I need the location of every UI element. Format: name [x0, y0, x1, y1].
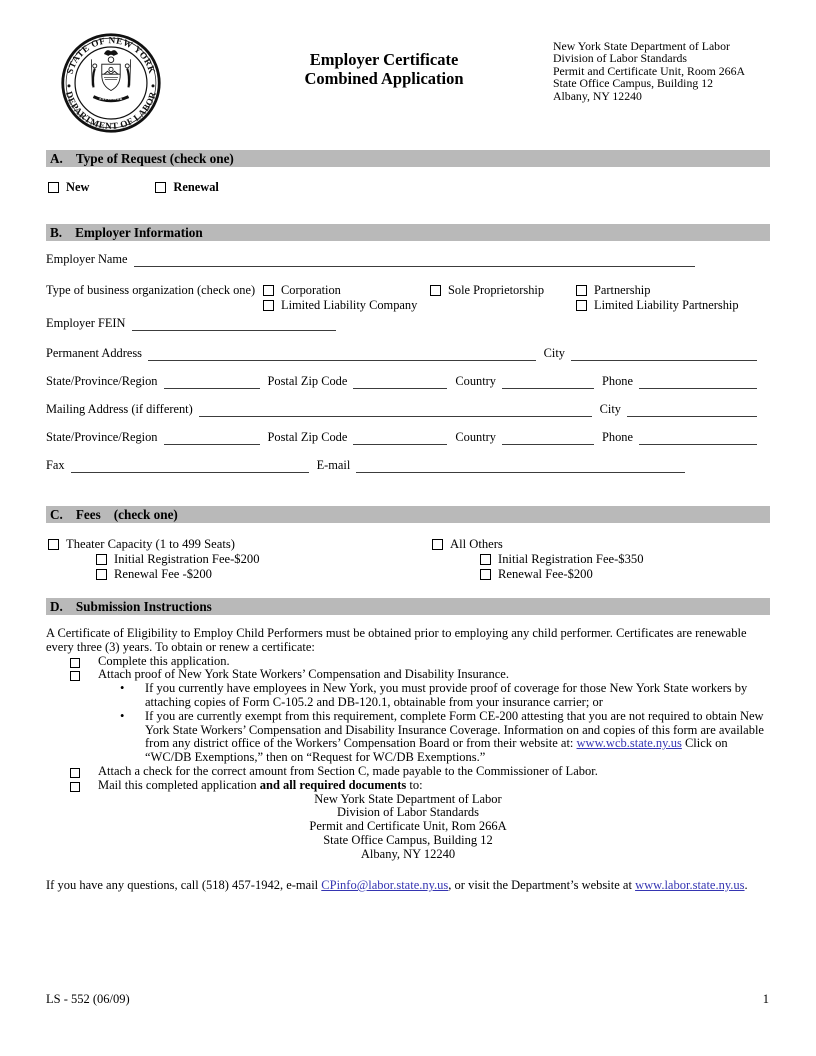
new-label: New — [66, 180, 90, 194]
mailing-state-row — [46, 430, 757, 445]
renewal-label: Renewal — [173, 180, 219, 194]
section-d-header — [46, 598, 770, 615]
permanent-address-label: Permanent Address — [46, 346, 143, 360]
mailing-phone-input[interactable] — [639, 430, 757, 445]
org-llc — [263, 298, 417, 313]
instruction-sub-item — [46, 710, 770, 765]
section-c-letter: C. — [50, 506, 63, 522]
permanent-phone-input[interactable] — [639, 374, 757, 389]
mailing-city-input[interactable] — [627, 402, 757, 417]
ny-dol-seal-icon — [54, 26, 168, 140]
mailing-state-input[interactable] — [164, 430, 260, 445]
state-label: State/Province/Region — [46, 374, 158, 388]
section-b-title: Employer Information — [75, 224, 203, 240]
section-c-title: Fees — [75, 506, 101, 522]
mailing-country-label: Country — [455, 430, 496, 444]
partnership-checkbox[interactable] — [576, 285, 587, 296]
section-a-title: Type of Request (check one) — [75, 150, 234, 166]
section-a-header — [46, 150, 770, 167]
agency-address-block — [553, 40, 745, 102]
instruction-text: Attach a check for the correct amount from Section C, made payable to the Commissioner of Labor. — [98, 763, 598, 778]
square-bullet-icon — [70, 768, 80, 778]
org-partnership — [576, 283, 650, 298]
partnership-label: Partnership — [594, 283, 651, 297]
zip-label: Postal Zip Code — [267, 374, 348, 388]
fax-input[interactable] — [71, 458, 309, 473]
llp-label: Limited Liability Partnership — [594, 297, 739, 312]
round-bullet-icon: • — [120, 708, 125, 723]
dol-website-link[interactable]: www.labor.state.ny.us — [635, 878, 745, 892]
renewal-checkbox[interactable] — [155, 182, 166, 193]
permanent-zip-input[interactable] — [353, 374, 447, 389]
instruction-item — [46, 655, 770, 669]
all-others-initial-fee-option — [480, 552, 644, 567]
mailing-address-block — [46, 793, 770, 862]
submission-instructions — [46, 627, 770, 862]
section-c-header — [46, 506, 770, 523]
instruction-text: Complete this application. — [98, 653, 230, 668]
all-others-label: All Others — [450, 537, 503, 552]
fein-row — [46, 316, 336, 331]
instruction-text-part: to: — [406, 777, 423, 792]
org-llp — [576, 298, 739, 313]
permanent-country-input[interactable] — [502, 374, 594, 389]
permanent-state-row — [46, 374, 757, 389]
section-b-letter: B. — [50, 224, 63, 240]
contact-line — [46, 878, 770, 893]
city-label: City — [543, 346, 565, 360]
org-sole-proprietorship — [430, 283, 544, 298]
seal-top-text: STATE OF NEW YORK — [65, 36, 157, 76]
page-number: 1 — [762, 992, 769, 1006]
agency-address-line: State Office Campus, Building 12 — [553, 76, 714, 91]
instruction-text: If you currently have employees in New York, you must provide proof of coverage for those New York State workers by attaching copies of Form C-105.2 and DB-120.1, obtainable from your insurance carrier; or — [145, 681, 748, 709]
instruction-item — [46, 668, 770, 682]
theater-renewal-fee-label: Renewal Fee -$200 — [114, 567, 212, 582]
all-others-initial-fee-checkbox[interactable] — [480, 554, 491, 565]
all-others-initial-fee-label: Initial Registration Fee-$350 — [498, 552, 644, 567]
fein-input[interactable] — [132, 316, 337, 331]
mail-address-line: New York State Department of Labor — [314, 791, 502, 806]
instruction-text-part: Click on “WC/DB Exemptions,” then on “Request for WC/DB Exemptions.” — [145, 736, 728, 765]
section-c-note: (check one) — [113, 506, 178, 522]
theater-renewal-fee-option — [96, 567, 260, 582]
mailing-country-input[interactable] — [502, 430, 594, 445]
theater-initial-fee-label: Initial Registration Fee-$200 — [114, 552, 260, 567]
form-title — [272, 50, 496, 88]
agency-address-line: Albany, NY 12240 — [553, 88, 642, 103]
theater-renewal-fee-checkbox[interactable] — [96, 569, 107, 580]
instruction-text-bold: and all required documents — [259, 777, 407, 792]
permanent-address-input[interactable] — [148, 346, 536, 361]
all-others-option — [432, 537, 644, 552]
instruction-text — [145, 710, 770, 765]
mailing-address-input[interactable] — [199, 402, 592, 417]
request-type-options — [48, 180, 219, 195]
form-title-line2: Combined Application — [304, 69, 464, 88]
new-checkbox[interactable] — [48, 182, 59, 193]
svg-text:STATE OF NEW YORK — [66, 36, 157, 75]
llc-checkbox[interactable] — [263, 300, 274, 311]
mailing-address-row — [46, 402, 757, 417]
section-a-letter: A. — [50, 150, 63, 166]
org-corporation — [263, 283, 341, 298]
fees-all-others-column — [432, 537, 644, 583]
square-bullet-icon — [70, 782, 80, 792]
agency-address-line: Permit and Certificate Unit, Room 266A — [553, 63, 745, 78]
employer-name-label: Employer Name — [46, 252, 128, 266]
fax-label: Fax — [46, 458, 65, 472]
agency-address-line: Division of Labor Standards — [553, 51, 688, 66]
seal-banner-text: EXCELSIOR — [99, 97, 123, 102]
contact-text-part: , or visit the Department’s website at — [448, 878, 636, 892]
sole-proprietorship-label: Sole Proprietorship — [448, 283, 545, 297]
theater-initial-fee-checkbox[interactable] — [96, 554, 107, 565]
theater-capacity-checkbox[interactable] — [48, 539, 59, 550]
round-bullet-icon: • — [120, 681, 125, 696]
wcb-website-link[interactable]: www.wcb.state.ny.us — [576, 736, 682, 751]
contact-text-part: . — [744, 878, 748, 892]
mail-address-line: Albany, NY 12240 — [360, 846, 456, 861]
corporation-label: Corporation — [281, 283, 341, 297]
sole-proprietorship-checkbox[interactable] — [430, 285, 441, 296]
all-others-renewal-fee-checkbox[interactable] — [480, 569, 491, 580]
theater-capacity-option — [48, 537, 260, 552]
phone-label: Phone — [601, 374, 633, 388]
employer-name-row — [46, 252, 695, 267]
section-b-header — [46, 224, 770, 241]
instruction-item — [46, 779, 770, 793]
llc-label: Limited Liability Company — [281, 297, 418, 312]
mailing-zip-label: Postal Zip Code — [267, 430, 348, 444]
mail-address-line: State Office Campus, Building 12 — [323, 832, 493, 847]
country-label: Country — [455, 374, 496, 388]
theater-initial-fee-option — [96, 552, 260, 567]
section-d-letter: D. — [50, 598, 63, 614]
section-d-title: Submission Instructions — [75, 598, 212, 614]
theater-capacity-label: Theater Capacity (1 to 499 Seats) — [66, 537, 235, 552]
mailing-city-label: City — [599, 402, 621, 416]
mailing-state-label: State/Province/Region — [46, 430, 158, 444]
email-input[interactable] — [356, 458, 685, 473]
form-title-line1: Employer Certificate — [309, 50, 459, 69]
permanent-state-input[interactable] — [164, 374, 260, 389]
llp-checkbox[interactable] — [576, 300, 587, 311]
instruction-sub-item — [46, 682, 770, 710]
instruction-text-part: If you are currently exempt from this requirement, complete Form CE-200 attesting that you are not required to obtain New York State Workers’ Compensation and Disability Insurance Coverage. Information on and copies of this form are available from any district office of the Workers’ Compensation Board or from their website at: — [145, 708, 764, 751]
square-bullet-icon — [70, 671, 80, 681]
permanent-city-input[interactable] — [571, 346, 757, 361]
mailing-zip-input[interactable] — [353, 430, 447, 445]
all-others-renewal-fee-label: Renewal Fee-$200 — [498, 567, 593, 582]
instruction-text: Attach proof of New York State Workers’ Compensation and Disability Insurance. — [98, 667, 509, 682]
email-label: E-mail — [316, 458, 351, 472]
corporation-checkbox[interactable] — [263, 285, 274, 296]
mail-address-line: Permit and Certificate Unit, Rom 266A — [309, 819, 507, 834]
contact-email-link[interactable]: CPinfo@labor.state.ny.us — [321, 878, 449, 892]
permanent-address-row — [46, 346, 757, 361]
mail-address-line: Division of Labor Standards — [337, 805, 479, 820]
all-others-checkbox[interactable] — [432, 539, 443, 550]
fax-email-row — [46, 458, 685, 473]
form-number: LS - 552 (06/09) — [46, 992, 130, 1006]
instruction-item — [46, 765, 770, 779]
employer-name-input[interactable] — [134, 252, 695, 267]
instruction-text — [98, 779, 770, 793]
instruction-text-part: Mail this completed application — [98, 777, 260, 792]
business-org-label: Type of business organization (check one) — [46, 283, 256, 297]
fees-theater-column — [48, 537, 260, 583]
all-others-renewal-fee-option — [480, 567, 644, 582]
instructions-intro: A Certificate of Eligibility to Employ Child Performers must be obtained prior to employing any child performer. Certificates are renewable every three (3) years. To obtain or renew a certificate: — [46, 626, 747, 654]
mailing-address-label: Mailing Address (if different) — [46, 402, 193, 416]
square-bullet-icon — [70, 658, 80, 668]
contact-text-part: If you have any questions, call (518) 457-1942, e-mail — [46, 878, 322, 892]
mailing-phone-label: Phone — [601, 430, 633, 444]
fein-label: Employer FEIN — [46, 316, 126, 330]
seal-bottom-text: DEPARTMENT OF LABOR — [62, 90, 160, 133]
agency-address-line: New York State Department of Labor — [553, 39, 730, 53]
coat-of-arms-icon — [91, 50, 130, 101]
